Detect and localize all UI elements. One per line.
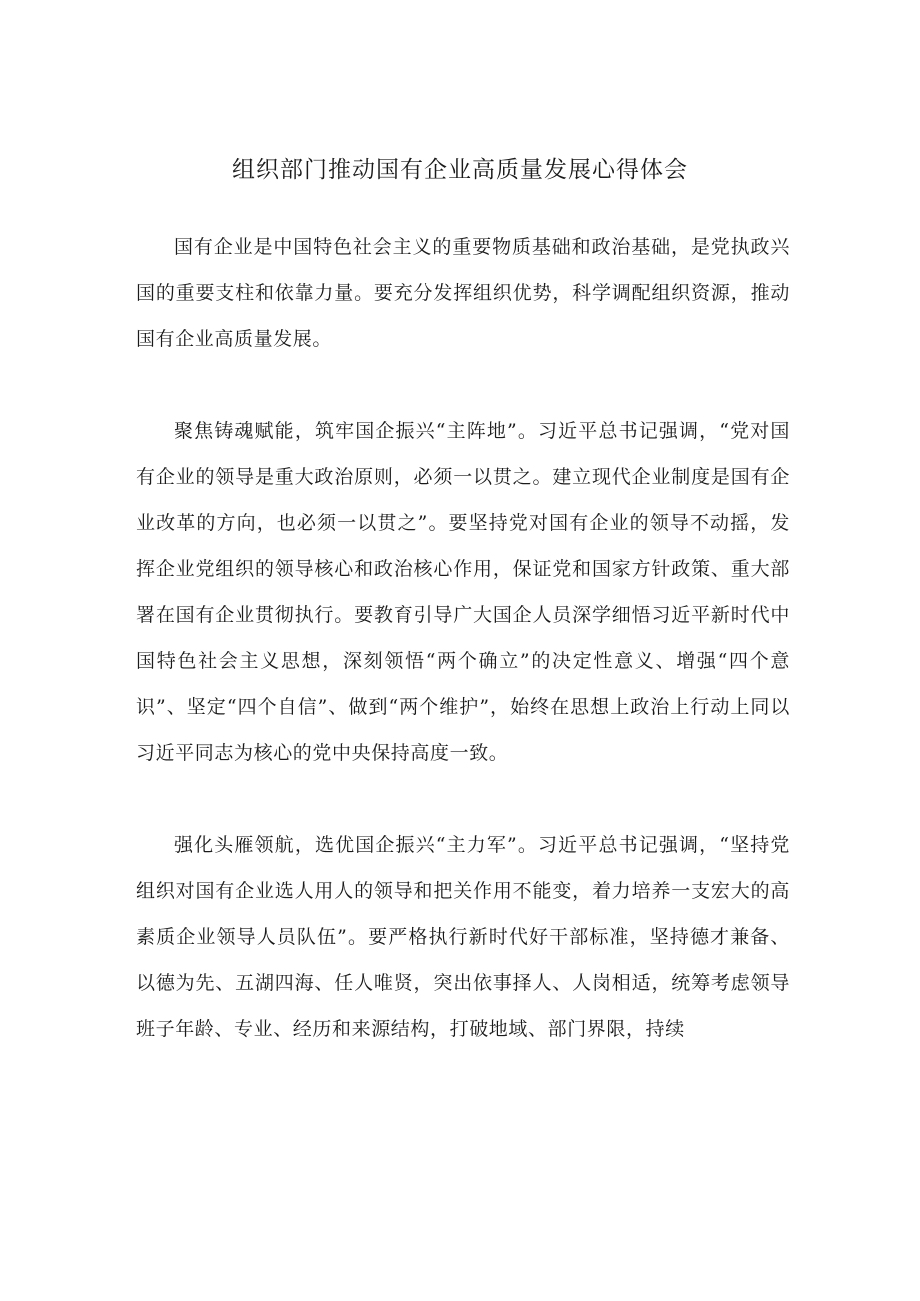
paragraph-leader-selection: 强化头雁领航，选优国企振兴“主力军”。习近平总书记强调，“坚持党组织对国有企业选人用人的领导和把关作用不能变，着力培养一支宏大的高素质企业领导人员队伍”。要严格执行新时代好干部标准，坚持德才兼备、以德为先、五湖四海、任人唯贤，突出依事择人、人岗相适，统筹考虑领导班子年龄、专业、经历和来源结构，打破地域、部门界限，持续 [136,834,790,1040]
document-title: 组织部门推动国有企业高质量发展心得体会 [232,157,688,183]
paragraph-party-leadership: 聚焦铸魂赋能，筑牢国企振兴“主阵地”。习近平总书记强调，“党对国有企业的领导是重大政治原则，必须一以贯之。建立现代企业制度是国有企业改革的方向，也必须一以贯之”。要坚持党对国有企业的领导不动摇，发挥企业党组织的领导核心和政治核心作用，保证党和国家方针政策、重大部署在国有企业贯彻执行。要教育引导广大国企人员深学细悟习近平新时代中国特色社会主义思想，深刻领悟“两个确立”的决定性意义、增强“四个意识”、坚定“四个自信”、做到“两个维护”，始终在思想上政治上行动上同以习近平同志为核心的党中央保持高度一致。 [136,420,790,764]
document-body [136,224,790,1098]
paragraph-intro: 国有企业是中国特色社会主义的重要物质基础和政治基础，是党执政兴国的重要支柱和依靠力量。要充分发挥组织优势，科学调配组织资源，推动国有企业高质量发展。 [136,236,790,350]
